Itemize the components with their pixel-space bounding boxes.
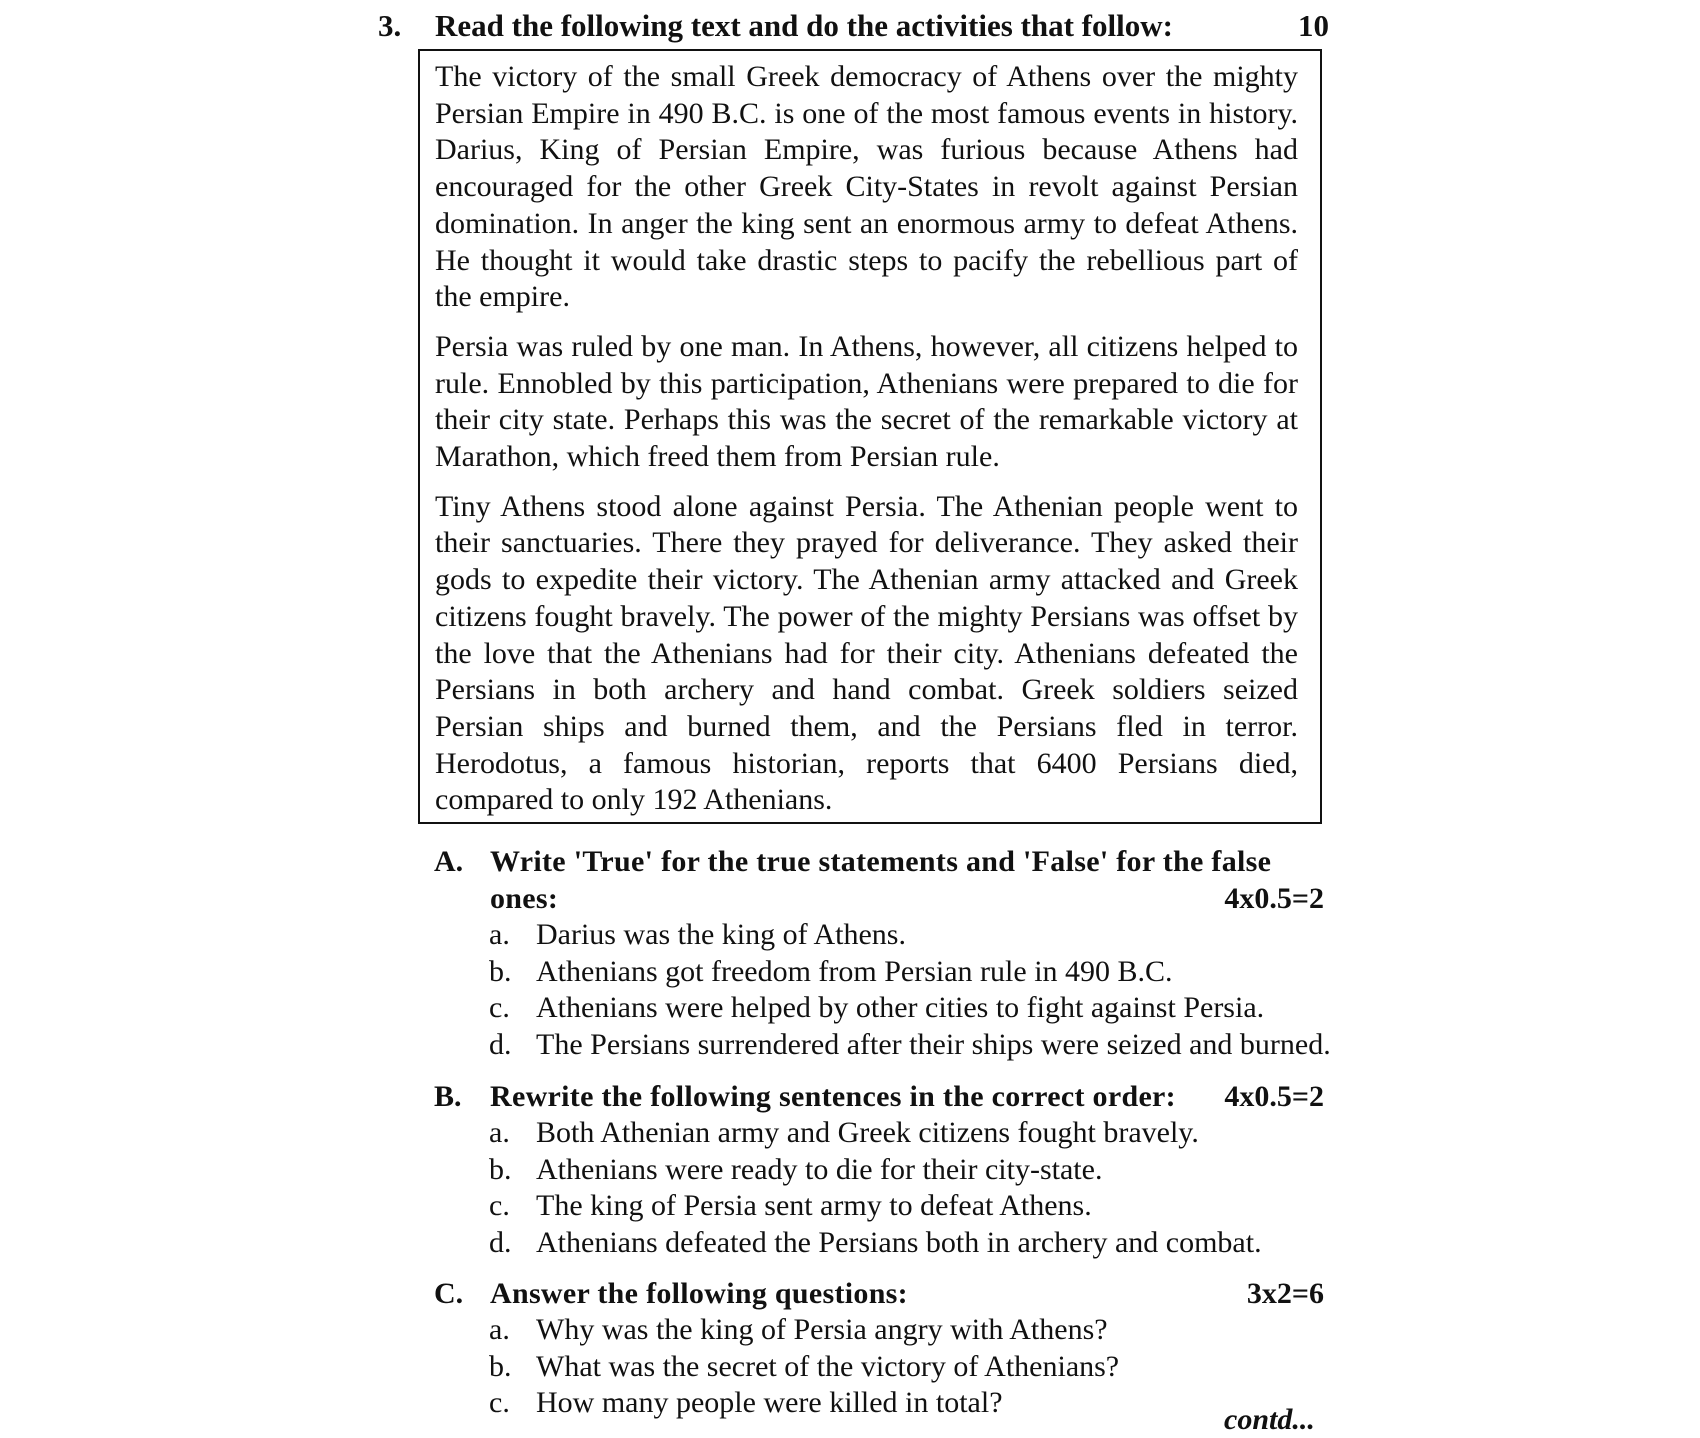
item-text: What was the secret of the victory of Athenians? (536, 1349, 1120, 1383)
list-item (434, 1115, 1324, 1152)
section-c-letter: C. (434, 1277, 464, 1310)
section-a-letter: A. (434, 845, 464, 878)
item-text: Both Athenian army and Greek citizens fought bravely. (536, 1116, 1199, 1149)
item-letter: b. (489, 954, 512, 988)
question-instruction: Read the following text and do the activities that follow: (435, 8, 1173, 43)
section-a-marks: 4x0.5=2 (1224, 882, 1324, 915)
item-letter: b. (489, 1152, 512, 1186)
item-text: Athenians defeated the Persians both in archery and combat. (536, 1226, 1262, 1260)
question-header (378, 4, 1333, 48)
section-a-items (434, 917, 1331, 1064)
section-c (434, 1275, 1324, 1422)
passage-paragraph-3: Tiny Athens stood alone against Persia. The Athenian people went to their sanctuaries. There they prayed for deliverance. They asked their gods to expedite their victory. The Athenian army attacked and Greek citizens fought bravely. The power of the mighty Persians was offset by the love that the Athenians had for their city. Athenians defeated the Persians in both archery and hand combat. Greek soldiers seized Persian ships and burned them, and the Persians fled in terror. Herodotus, a famous historian, reports that 6400 Persians died, compared to only 192 Athenians. (435, 489, 1298, 817)
section-b-letter: B. (434, 1080, 462, 1113)
item-letter: a. (489, 1313, 510, 1346)
section-a-heading (434, 843, 1324, 917)
section-b (434, 1078, 1324, 1262)
item-text: The king of Persia sent army to defeat Athens. (536, 1189, 1092, 1223)
item-text: The Persians surrendered after their ships were seized and burned. (536, 1028, 1331, 1062)
list-item (434, 1349, 1324, 1386)
section-c-marks: 3x2=6 (1246, 1277, 1324, 1310)
section-a (434, 843, 1331, 1064)
list-item (434, 1385, 1324, 1422)
list-item (434, 1027, 1331, 1064)
item-letter: a. (489, 918, 510, 951)
item-text: Darius was the king of Athens. (536, 918, 906, 951)
list-item (434, 1225, 1324, 1262)
section-b-heading (434, 1078, 1324, 1115)
item-letter: d. (489, 1028, 512, 1062)
item-text: Why was the king of Persia angry with Athens? (536, 1313, 1108, 1346)
question-number: 3. (378, 8, 402, 43)
item-letter: d. (489, 1226, 512, 1260)
item-letter: c. (489, 991, 510, 1025)
passage-paragraph-2: Persia was ruled by one man. In Athens, however, all citizens helped to rule. Ennobled by this participation, Athenians were prepared to die for their city state. Perhaps this was the secret of the remarkable victory at Marathon, which freed them from Persian rule. (435, 329, 1298, 474)
item-text: Athenians got freedom from Persian rule in 490 B.C. (536, 954, 1173, 988)
item-text: Athenians were helped by other cities to fight against Persia. (536, 991, 1265, 1025)
list-item (434, 954, 1324, 991)
item-letter: c. (489, 1386, 510, 1420)
list-item (434, 1312, 1324, 1349)
item-text: Athenians were ready to die for their city-state. (536, 1152, 1103, 1186)
continued-note: contd... (1224, 1403, 1315, 1436)
section-c-heading (434, 1275, 1324, 1312)
list-item (434, 1188, 1324, 1225)
section-b-marks: 4x0.5=2 (1224, 1080, 1324, 1113)
section-b-heading-text: Rewrite the following sentences in the correct order: (490, 1080, 1176, 1113)
item-text: How many people were killed in total? (536, 1386, 1003, 1420)
item-letter: b. (489, 1349, 512, 1383)
passage-box (418, 49, 1322, 824)
section-b-items (434, 1115, 1324, 1262)
item-letter: c. (489, 1189, 510, 1223)
item-letter: a. (489, 1116, 510, 1149)
passage-paragraph-1: The victory of the small Greek democracy of Athens over the mighty Persian Empire in 490 B.C. is one of the most famous events in history. Darius, King of Persian Empire, was furious because Athens had encouraged for the other Greek City-States in revolt against Persian domination. In anger the king sent an enormous army to defeat Athens. He thought it would take drastic steps to pacify the rebellious part of the empire. (435, 60, 1298, 314)
list-item (434, 990, 1324, 1027)
question-marks: 10 (1298, 8, 1329, 43)
section-c-items (434, 1312, 1324, 1422)
section-a-heading-text: Write 'True' for the true statements and 'False' for the false ones: (490, 845, 1272, 915)
list-item (434, 917, 1324, 954)
list-item (434, 1152, 1324, 1189)
section-c-heading-text: Answer the following questions: (490, 1277, 908, 1310)
